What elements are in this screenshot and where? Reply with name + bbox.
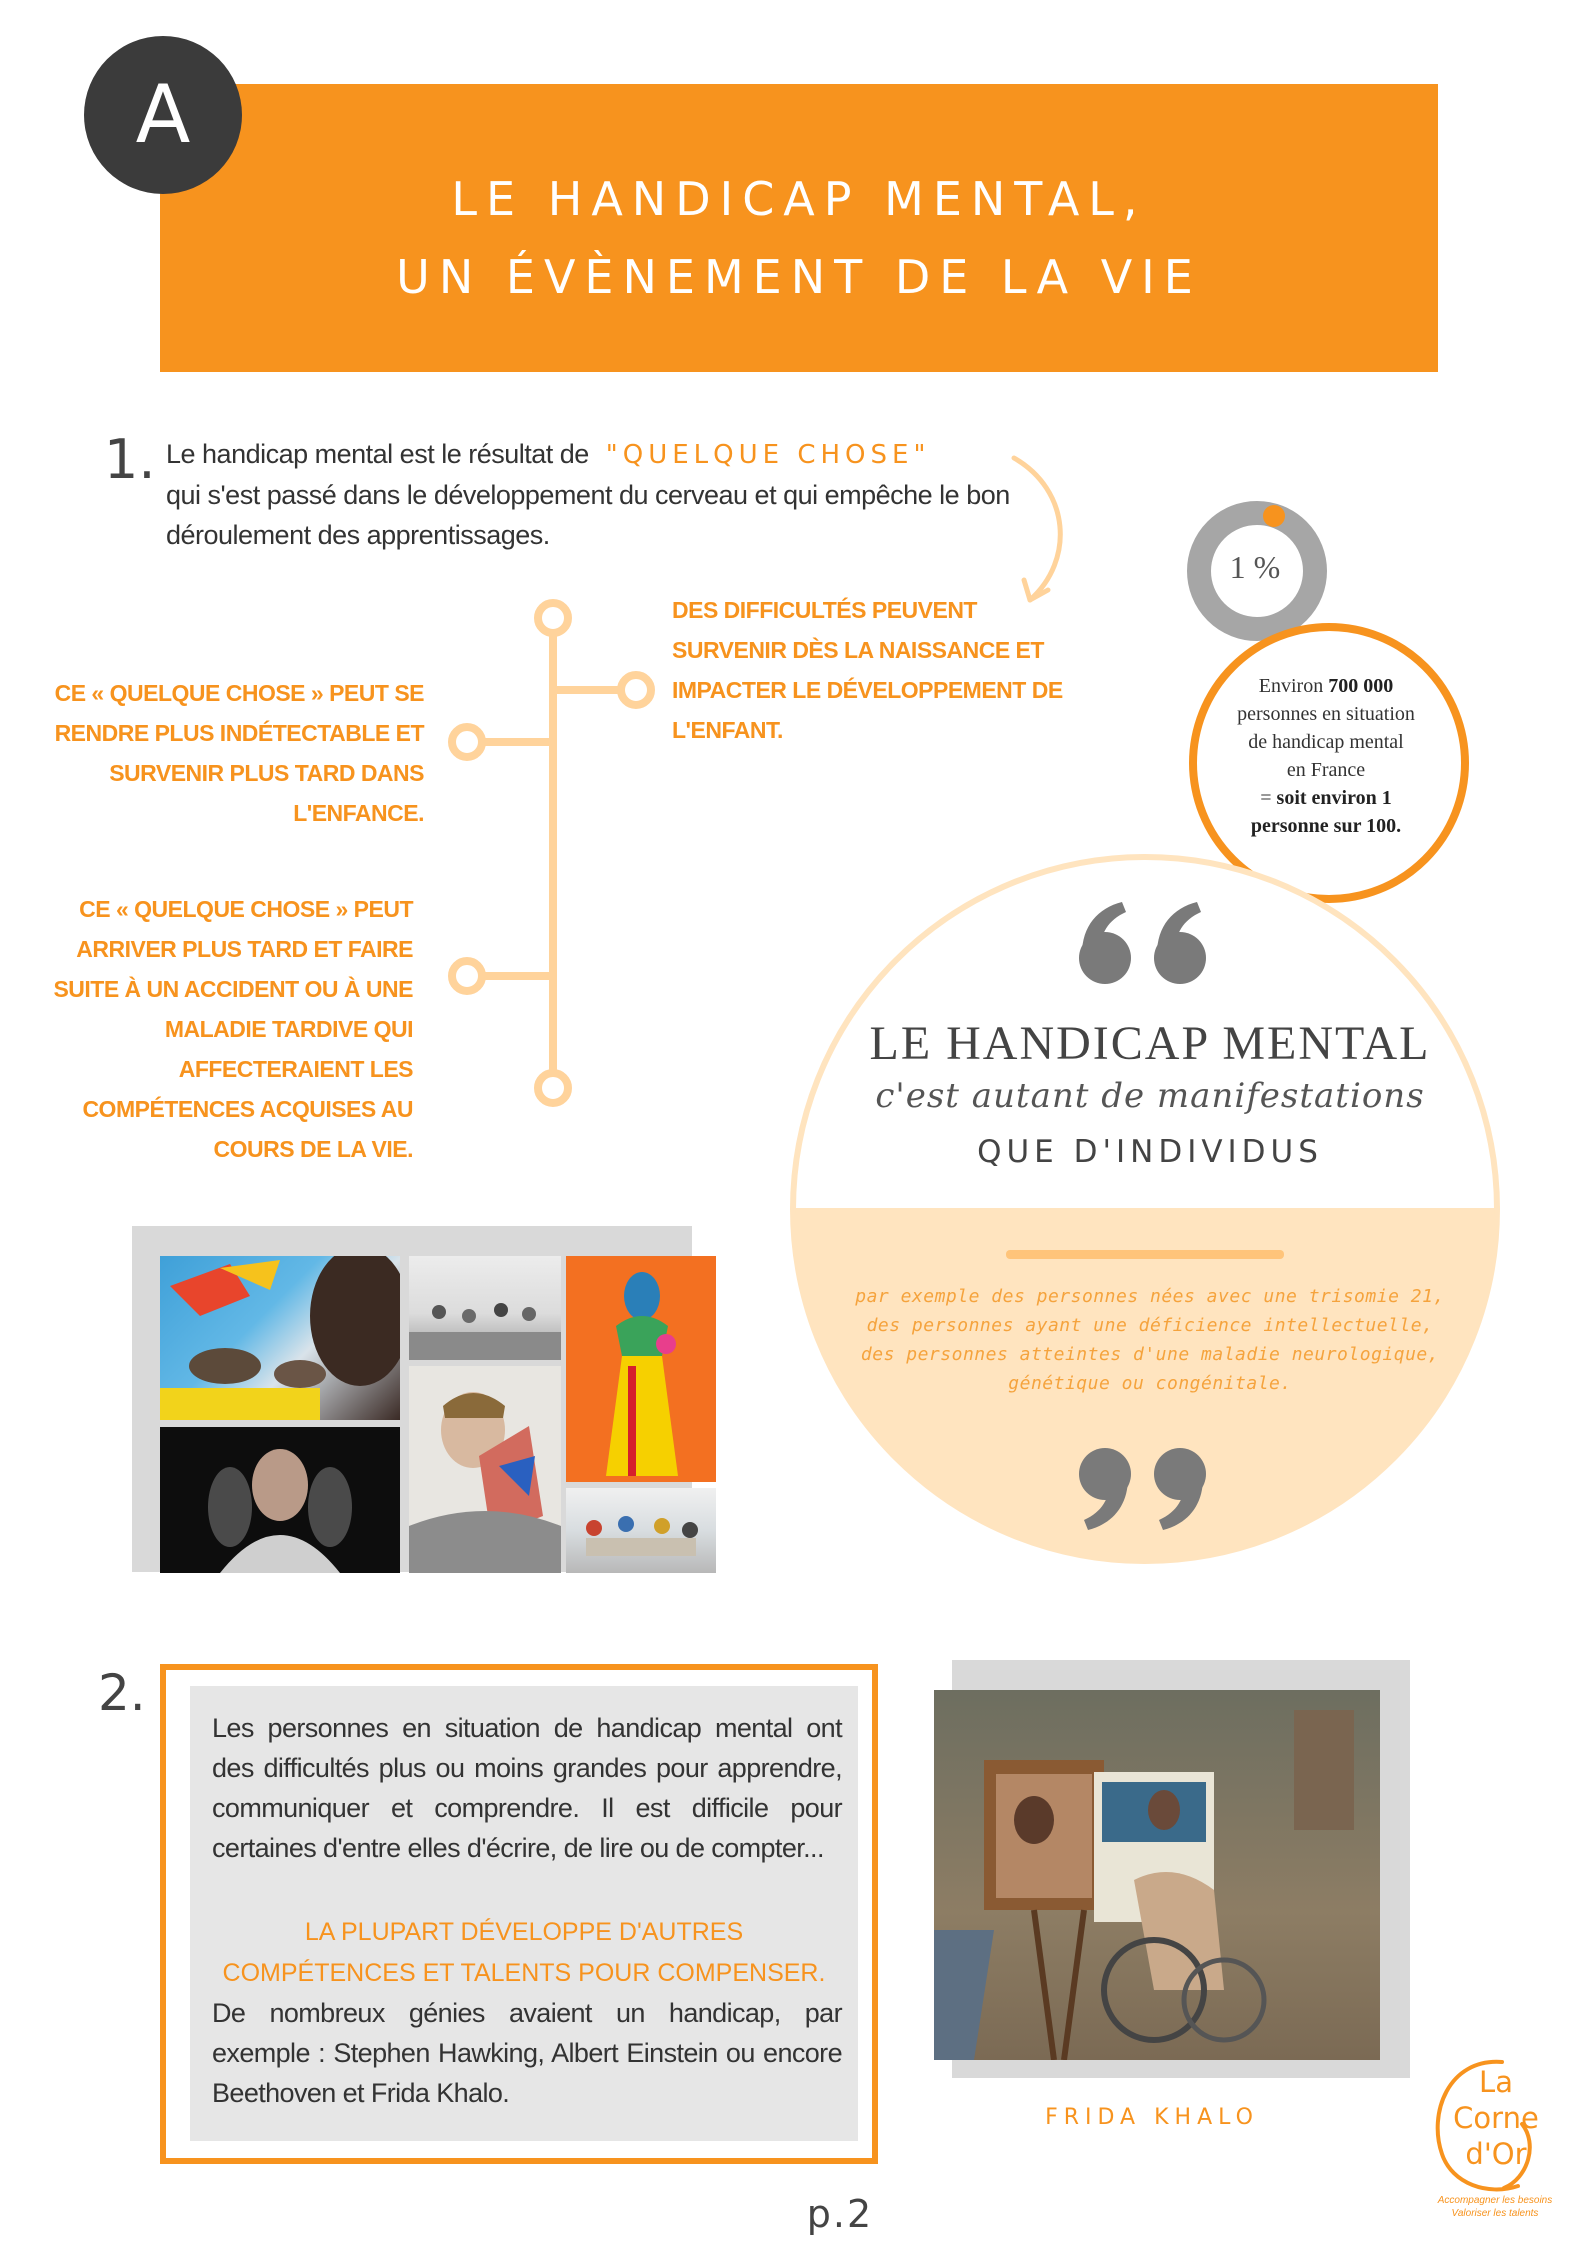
quote-title: LE HANDICAP MENTAL [869, 1017, 1431, 1070]
intro-highlight: "QUELQUE CHOSE" [605, 440, 931, 470]
photo-painted-hand [409, 1366, 561, 1573]
frida-caption: FRIDA KHALO [1045, 2105, 1259, 2130]
stat-line-5: soit environ 1 [1276, 787, 1392, 809]
example-line-3: des personnes atteintes d'une maladie neurologique, [860, 1344, 1440, 1365]
photo-costume [566, 1256, 716, 1482]
photo-woman-motion [160, 1427, 400, 1573]
highlight-line-1: LA PLUPART DÉVELOPPE D'AUTRES [304, 1918, 744, 1946]
tagline-line-2: Valoriser les talents [1451, 2208, 1539, 2219]
page-number: p.2 [806, 2192, 874, 2236]
photo-painting-hands [160, 1256, 400, 1420]
intro-before: Le handicap mental est le résultat de [166, 439, 589, 469]
intro-paragraph [166, 434, 1046, 555]
title-line-2: UN ÉVÈNEMENT DE LA VIE [396, 250, 1202, 304]
photo-frida-khalo [934, 1690, 1380, 2060]
photo-workshop-table [566, 1488, 716, 1573]
tagline-line-1: Accompagner les besoins [1437, 2195, 1553, 2206]
quote-ending: QUE D'INDIVIDUS [977, 1134, 1323, 1170]
timeline-text-childhood: CE « QUELQUE CHOSE » PEUT SE RENDRE PLUS INDÉTECTABLE ET SURVENIR PLUS TARD DANS L'ENFANCE. [54, 680, 424, 826]
section2-examples: De nombreux génies avaient un handicap, par exemple : Stephen Hawking, Albert Einstein ou encore Beethoven et Frida Khalo. [212, 1998, 842, 2108]
logo-line-1: La [1479, 2065, 1513, 2099]
highlight-line-2: COMPÉTENCES ET TALENTS POUR COMPENSER. [222, 1959, 826, 1987]
timeline [440, 590, 680, 1120]
logo-tagline [1400, 2194, 1587, 2220]
timeline-text-birth: DES DIFFICULTÉS PEUVENT SURVENIR DÈS LA NAISSANCE ET IMPACTER LE DÉVELOPPEMENT DE L'ENFANT. [672, 597, 1063, 743]
stat-line-4: en France [1286, 759, 1366, 781]
stat-line-2: personnes en situation [1237, 703, 1415, 725]
section-badge: A [84, 36, 242, 194]
timeline-text-later-life: CE « QUELQUE CHOSE » PEUT ARRIVER PLUS TARD ET FAIRE SUITE À UN ACCIDENT OU À UNE MALADIE TARDIVE QUI AFFECTERAIENT LES COMPÉTENCES ACQUISES AU COURS DE LA VIE. [53, 896, 413, 1162]
section2-text: Les personnes en situation de handicap mental ont des difficultés plus ou moins grandes pour apprendre, communiquer et comprendre. Il est difficile pour certaines d'entre elles d'écrire, de lire ou de compter... [212, 1713, 842, 1863]
stat-line-3: de handicap mental [1248, 731, 1404, 753]
quote-circle [782, 846, 1508, 1572]
title-line-1: LE HANDICAP MENTAL, [451, 172, 1147, 226]
section2-highlight [200, 1912, 848, 1994]
example-line-4: génétique ou congénitale. [1008, 1373, 1292, 1394]
stat-text [1196, 672, 1456, 840]
page-title [160, 160, 1438, 316]
quote-subtitle: c'est autant de manifestations [875, 1076, 1425, 1116]
stat-line-1: Environ [1258, 675, 1324, 697]
stat-line-6: personne sur 100. [1250, 815, 1402, 837]
photo-group-floor [409, 1256, 561, 1360]
example-line-1: par exemple des personnes nées avec une trisomie 21, [855, 1286, 1445, 1307]
quote-examples [810, 1282, 1490, 1398]
stat-number: 700 000 [1328, 675, 1394, 697]
percent-label: 1 % [1229, 549, 1281, 585]
intro-after: qui s'est passé dans le développement du cerveau et qui empêche le bon déroulement des apprentissages. [166, 480, 1010, 550]
example-line-2: des personnes ayant une déficience intellectuelle, [866, 1315, 1434, 1336]
stat-equals: = [1260, 787, 1272, 809]
logo-line-3: d'Or [1465, 2137, 1527, 2171]
curved-arrow-icon [1000, 450, 1080, 610]
section-number-1: 1. [104, 428, 156, 491]
logo-line-2: Corne [1453, 2101, 1539, 2135]
logo [1416, 2064, 1576, 2172]
section-number-2: 2. [98, 1664, 146, 1722]
